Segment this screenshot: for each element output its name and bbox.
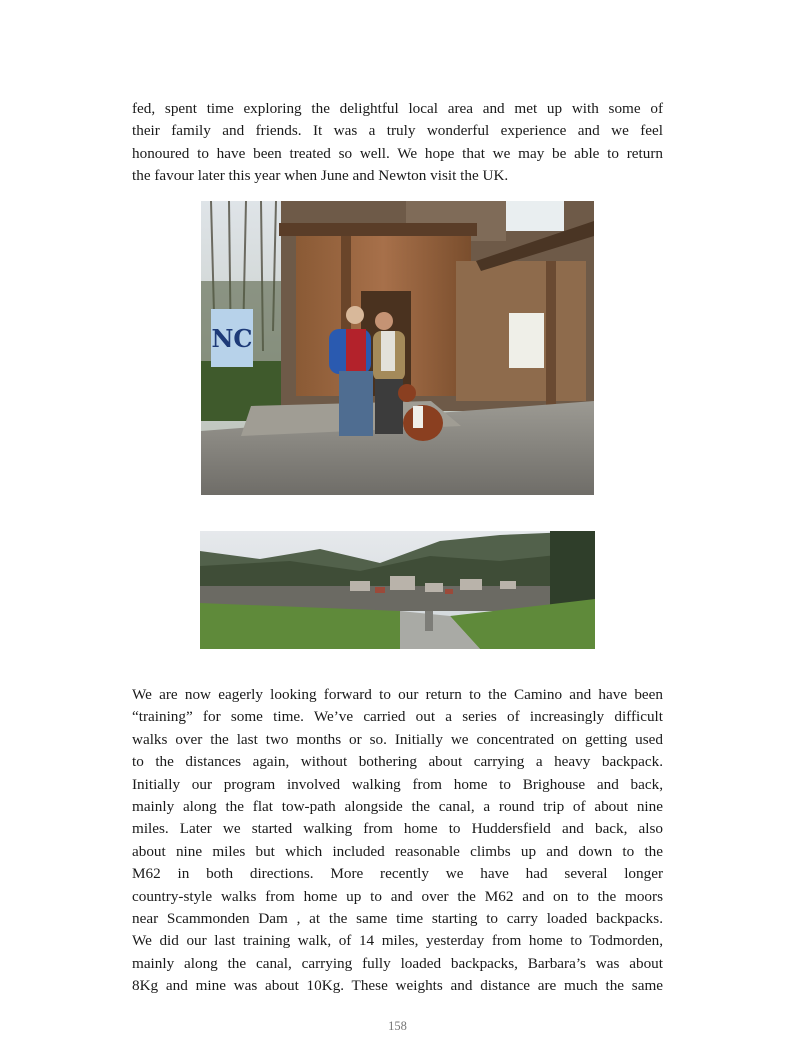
svg-text:NC: NC [211,324,253,353]
text-line: the favour later this year when June and Newton visit the UK. [132,167,509,185]
photo-town-panorama [200,531,595,649]
text-line: 8Kg and mine was about 10Kg. These weights and distance are much the same [132,977,663,995]
text-line: We are now eagerly looking forward to our return to the Camino and have been [132,686,663,703]
photo-couple-with-dog-at-house [201,201,594,495]
page-number: 158 [388,1019,407,1033]
text-line: their family and friends. It was a truly wonderful experience and we feel [132,122,663,140]
text-line: honoured to have been treated so well. We hope that we may be able to return [132,144,663,162]
text-line: walks over the last two months or so. Initially we concentrated on getting used [132,730,663,748]
text-line: country-style walks from home up to and over the M62 and on to the moors [132,887,663,905]
text-line: We did our last training walk, of 14 miles, yesterday from home to Todmorden, [132,932,663,950]
text-line: fed, spent time exploring the delightful local area and met up with some of [132,100,663,117]
paragraph-training [132,684,663,998]
text-line: mainly along the flat tow-path alongside the canal, a round trip of about nine [132,798,663,816]
text-line: Initially our program involved walking from home to Brighouse and back, [132,775,663,793]
text-line: mainly along the canal, carrying fully loaded backpacks, Barbara’s was about [132,954,663,972]
text-line: miles. Later we started walking from home to Huddersfield and back, also [132,820,663,838]
text-line: “training” for some time. We’ve carried out a series of increasingly difficult [132,708,663,726]
text-line: M62 in both directions. More recently we have had several longer [132,865,663,883]
text-line: about nine miles but which included reasonable climbs up and down to the [132,842,663,860]
text-line: to the distances again, without bothering about carrying a heavy backpack. [132,753,663,771]
paragraph-intro [132,98,663,188]
text-line: near Scammonden Dam , at the same time starting to carry loaded backpacks. [132,910,663,928]
